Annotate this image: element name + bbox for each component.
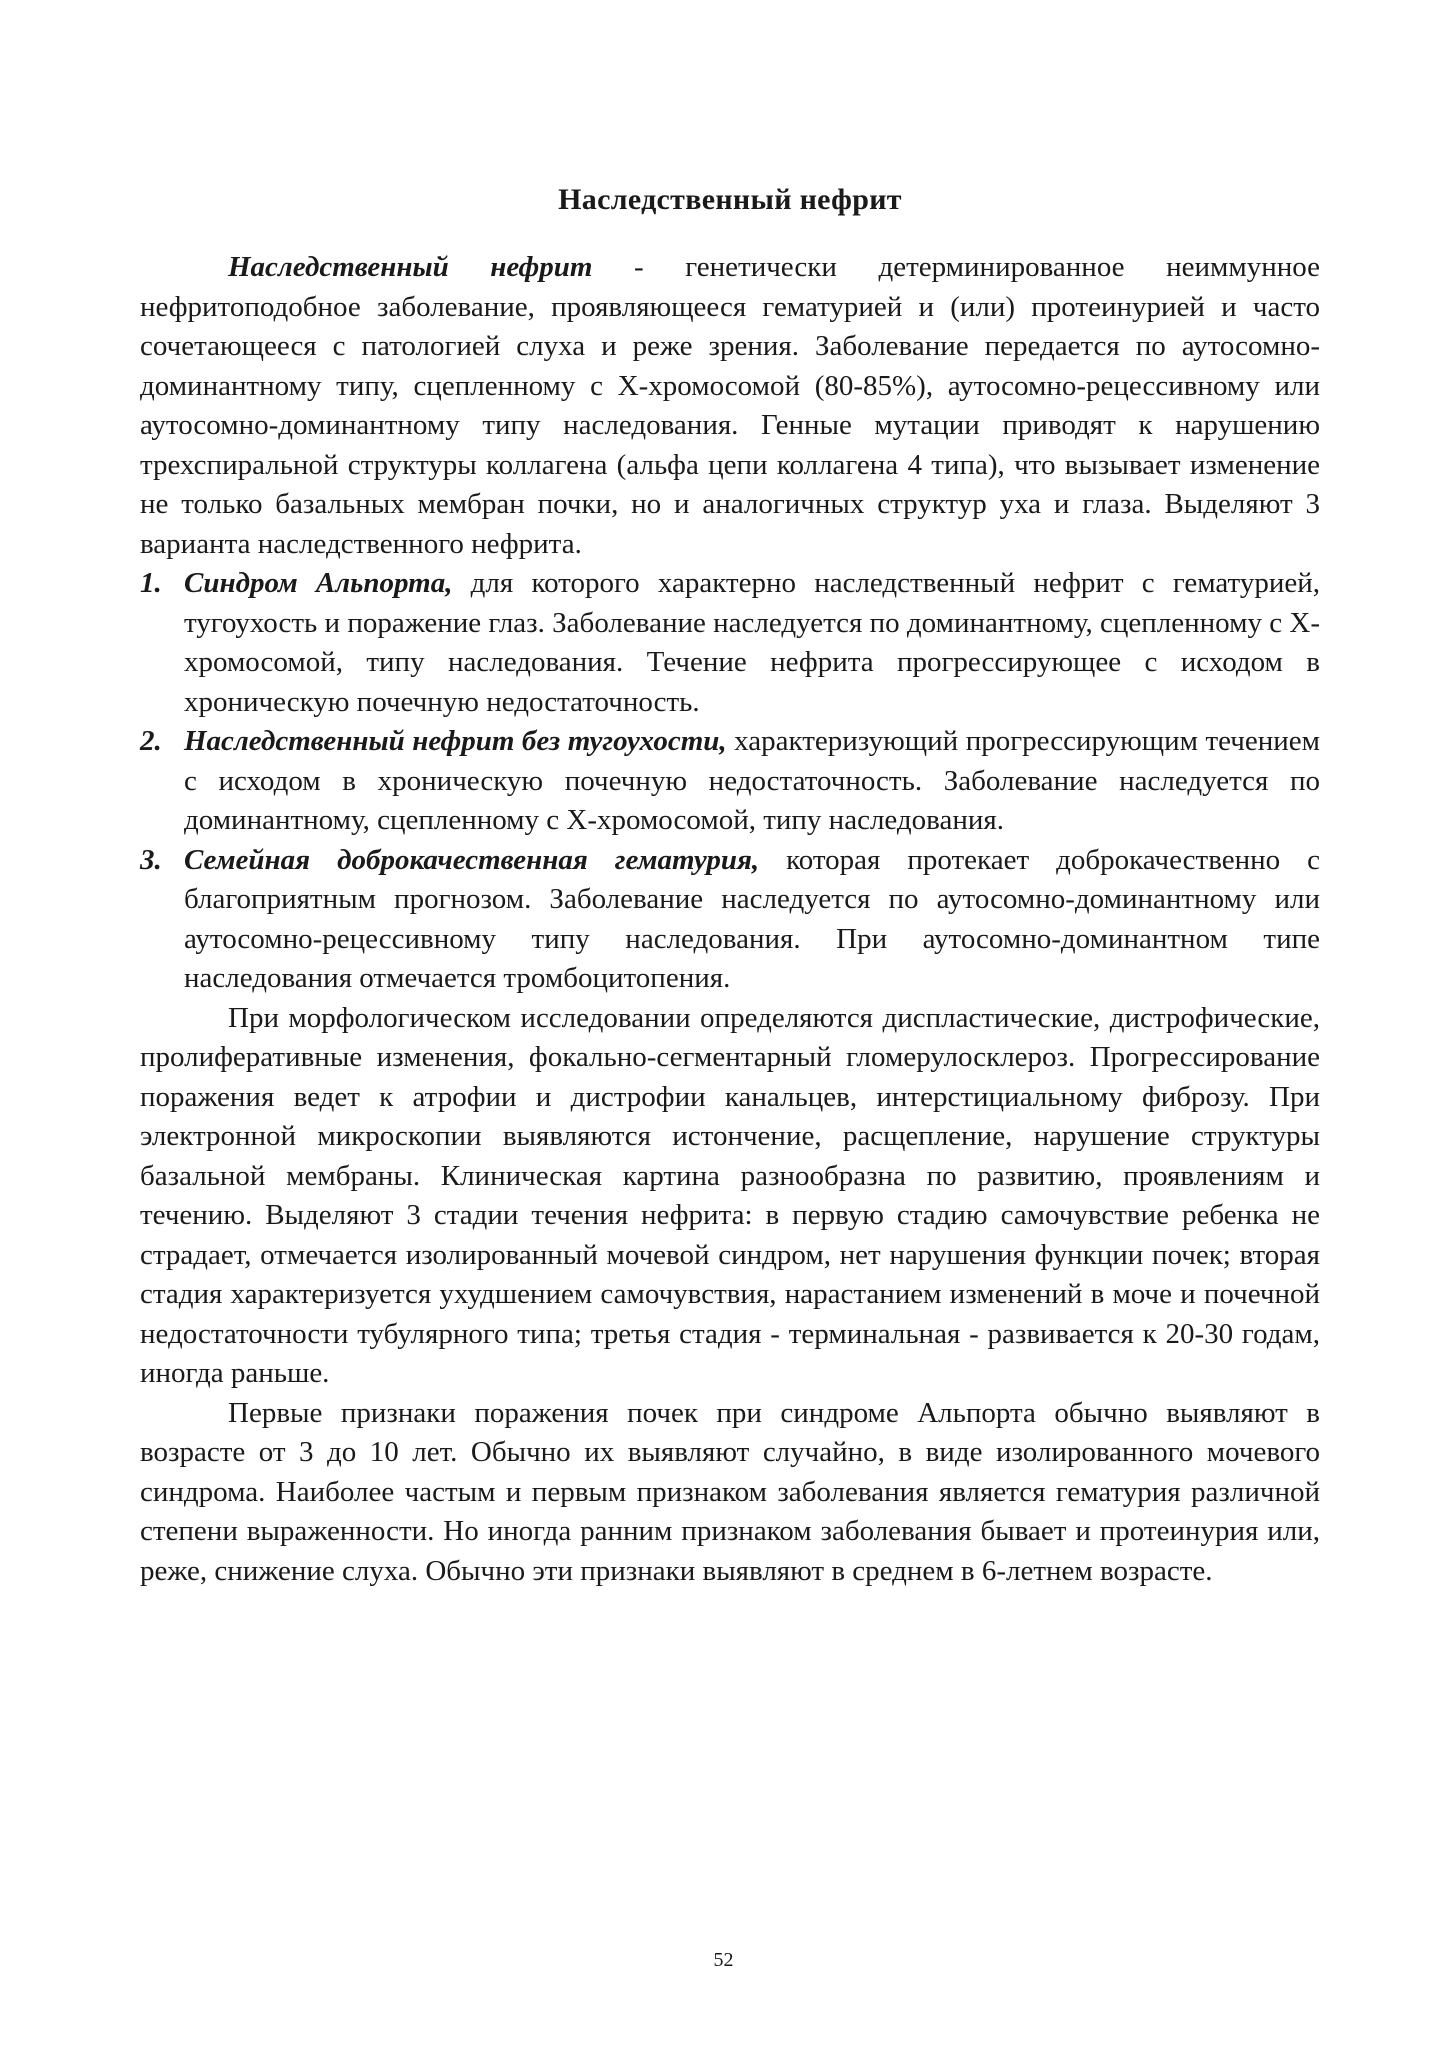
morphology-paragraph: При морфологическом исследовании определяются диспластические, дистрофические, пролиферативные изменения, фокально-сегментарный гломерулосклероз. Прогрессирование поражения ведет к атрофии и дистрофии канальцев, интерстициальному фиброзу. При электронной микроскопии выявляются истончение, расщепление, нарушение структуры базальной мембраны. Клиническая картина разнообразна по развитию, проявлениям и течению. Выделяют 3 стадии течения нефрита: в первую стадию самочувствие ребенка не страдает, отмечается изолированный мочевой синдром, нет нарушения функции почек; вторая стадия характеризуется ухудшением самочувствия, нарастанием изменений в моче и почечной недостаточности тубулярного типа; третья стадия - терминальная - развивается к 20-30 годам, иногда раньше. — [140, 1001, 1320, 1389]
page-title: Наследственный нефрит — [558, 183, 902, 216]
list-item — [140, 841, 1320, 999]
list-item — [140, 722, 1320, 841]
list-item-text: для которого характерно наследственный нефрит с гематурией, тугоухость и поражение глаз. Заболевание наследуется по доминантному, сцепленному с Х-хромосомой, типу наследования. Течение нефрита прогрессирующее с исходом в хроническую почечную недостаточность. — [184, 567, 1320, 718]
list-item-number: 3. — [140, 843, 162, 876]
list-item-text: которая протекает доброкачественно с благоприятным прогнозом. Заболевание наследуется по аутосомно-доминантному или аутосомно-рецессивному типу наследования. При аутосомно-доминантном типе наследования отмечается тромбоцитопения. — [184, 843, 1320, 994]
intro-term: Наследственный нефрит — [228, 251, 593, 283]
document-page — [140, 180, 1320, 1591]
first-signs-paragraph: Первые признаки поражения почек при синдроме Альпорта обычно выявляют в возрасте от 3 до 10 лет. Обычно их выявляют случайно, в виде изолированного мочевого синдрома. Наиболее частым и первым признаком заболевания является гематурия различной степени выраженности. Но иногда ранним признаком заболевания бывает и протеинурия или, реже, снижение слуха. Обычно эти признаки выявляют в среднем в 6-летнем возрасте. — [140, 1396, 1320, 1587]
list-item-number: 1. — [140, 567, 162, 599]
list-item-term: Синдром Альпорта, — [184, 567, 453, 599]
variants-list — [140, 564, 1320, 999]
intro-text: - генетически детерминированное неиммунное нефритоподобное заболевание, проявляющееся гематурией и (или) протеинурией и часто сочетающееся с патологией слуха и реже зрения. Заболевание передается по аутосомно-доминантному типу, сцепленному с Х-хромосомой (80-85%), аутосомно-рецессивному или аутосомно-доминантному типу наследования. Генные мутации приводят к нарушению трехспиральной структуры коллагена (альфа цепи коллагена 4 типа), что вызывает изменение не только базальных мембран почки, но и аналогичных структур уха и глаза. Выделяют 3 варианта наследственного нефрита. — [140, 251, 1320, 560]
list-item-term: Семейная доброкачественная гематурия, — [184, 843, 760, 876]
list-item-text: характеризующий прогрессирующим течением с исходом в хроническую почечную недостаточность. Заболевание наследуется по доминантному, сцепленному с Х-хромосомой, типу наследования. — [184, 725, 1321, 836]
intro-paragraph — [140, 248, 1320, 564]
list-item — [140, 564, 1320, 722]
list-item-number: 2. — [140, 725, 162, 757]
list-item-term: Наследственный нефрит без тугоухости, — [184, 725, 727, 757]
page-number: 52 — [713, 1949, 734, 1971]
